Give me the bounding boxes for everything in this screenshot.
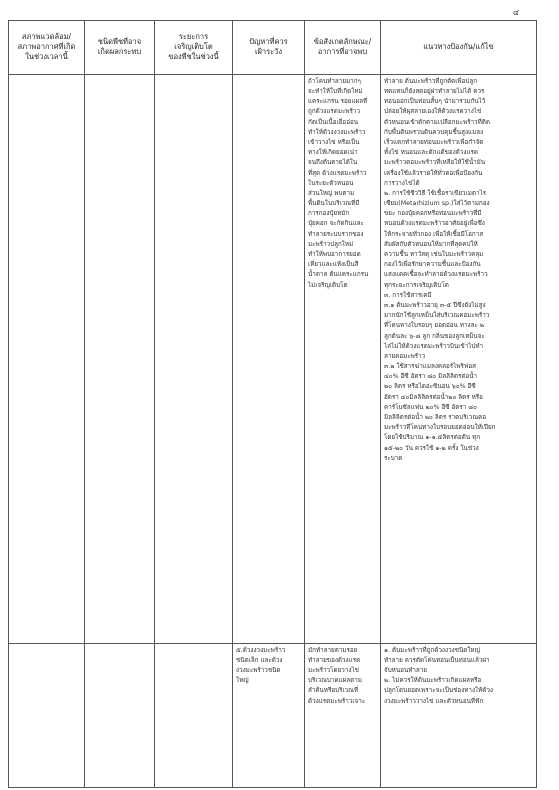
cell-symptoms: ถ้าโคนทำลายมากๆ จะทำให้ใบที่เกิดใหม่ แคระแกรน รอยแผลที่ ถูกด้วงแรดมะพร้าว กัดเป็นเนื้อเยื่ออ่อน ทำให้ด้วงงวงมะพร้าว เข้าวางไข่ หรือเป็น ทางให้เกิดยอดเน่า จนถึงต้นตายได้ใน ที่สุด ด้วงแรดมะพร้าว ในระยะตัวหนอน ส่วนใหญ่ พบตาม พื้นดินในบริเวณที่มี การกองปุ๋ยหมัก ปุ๋ยคอก จะกัดกินและ ทำลายระบบรากของ มะพร้าวปลูกใหม่ ทำให้พบอาการยอด เหี่ยวและแห้งเป็นสี น้ำตาล ต้นแคระแกรน ไม่เจริญเติบโต	[305, 74, 381, 643]
header-prevention: แนวทางป้องกัน/แก้ไข	[381, 21, 537, 75]
page-number: ๔	[512, 8, 519, 17]
cell-prevention: ทำลาย ต้นมะพร้าวที่ถูกตัดเพื่อปลูก ทดแทนก็ยังสดอยู่ผ่าทำลายไม่ได้ ควร ทอนออกเป็นท่อนสั้นๆ นำมารวมกันไว้ ปล่อยให้ผุสลายเองให้ด้วงแรดวางไข่ ตัวหนอนเข้าดักตามเปลือกมะพร้าวที่ติด กับพื้นดินพรวนดินควบคุมชื้นสูงแมลง เร็วแตกทำลายท่อนมะพร้าวเพื่อกำจัด ทั้งไข่ หนอนและดักแด้ของด้วงแรด มะพร้าวตอมะพร้าวที่เหลือให้ใช้น้ำมัน เครื่องใช้แล้วราดให้ทั่วตอเพื่อป้องกัน การวางไข่ได้ ๒. การใช้ชีววิธี ใช้เชื้อราเขียวเมตาไร เซียม(Metarhizium sp.)ใส่ไว้ตามกอง ขยะ กองปุ๋ยคอกหรือท่อนมะพร้าวที่มี หนอนด้วงแรดมะพร้าวอาศัยอยู่เพื่อซึ่ง ให้กระจายทั่วกอง เพื่อให้เชื้อมีโอกาส สัมผัสกับตัวหนอนให้มากที่สุดคปให้ ความชื้น หาวัสดุ เช่นใบมะพร้าวคลุม กองไว้เพื่อรักษาความชื้นและป้องกัน แสงแดดเชื้อจะทำลายด้วงแรดมะพร้าว ทุกระยะการเจริญเติบโต ๓. การใช้สารเคมี ๓.๑ ต้นมะพร้าวอายุ ๓-๕ ปีซึ่งยังไม่สูง มากนักใช้ลูกเหม็นใส่บริเวณคอมะพร้าว ที่โคนทางใบรอบๆ ยอดอ่อน ทางละ ๒ ลูกต้นละ ๖-๘ ลูก กลิ่นของลูกเหม็นจะ ไล่ไม่ให้ด้วงแรดมะพร้าวบินเข้าไปทำ ลายคอมะพร้าว ๓.๒ ใช้สารฆ่าแมลงคลอร์ไพริฟอส ๔๐% อีซี อัตรา ๘๐ มิลลิลิตรต่อน้ำ ๒๐ ลิตร หรือไดอะซินอน ๖๐% อีซี อัตรา ๔๐มิลลิลิตรต่อน้ำ๒๐ ลิตร หรือ คาร์โบซัลแฟน ๒๐% อีซี อัตรา ๘๐ มิลลิลิตรต่อน้ำ ๒๐ ลิตร ราดบริเวณคอ มะพร้าวที่โคนทางใบรอบยอดอ่อนให้เปียก โดยใช้ปริมาณ ๑-๑.๕ลิตรต่อต้น ทุก ๑๕-๒๐ วัน ควรใช้ ๑-๒ ครั้ง ในช่วง ระบาด	[381, 74, 537, 643]
cell-environment	[9, 643, 85, 787]
pest-table	[8, 20, 537, 788]
header-crop: ชนิดพืชที่อาจ เกิดผลกระทบ	[85, 21, 155, 75]
header-problem: ปัญหาที่ควร เฝ้าระวัง	[233, 21, 305, 75]
table-row	[9, 74, 537, 643]
cell-environment	[9, 74, 85, 643]
cell-growth-stage	[155, 643, 233, 787]
cell-prevention: ๑. ต้นมะพร้าวที่ถูกด้วงงวงชนิดใหญ่ ทำลาย ควรตัดโค่นทอนเป็นท่อนแล้วผ่า จับหนอนทำลาย ๒. ไม่ควรให้ต้นมะพร้าวเกิดแผลหรือ ปลูกโดนยอดเพราะจะเป็นช่องทางให้ด้วง งวงมะพร้าววางไข่ และตัวหนอนที่ฟัก	[381, 643, 537, 787]
header-growth-stage: ระยะการ เจริญเติบโต ของพืชในช่วงนี้	[155, 21, 233, 75]
cell-growth-stage	[155, 74, 233, 643]
cell-crop	[85, 643, 155, 787]
cell-problem	[233, 74, 305, 643]
cell-crop	[85, 74, 155, 643]
header-symptoms: ข้อสังเกตลักษณะ/ อาการที่อาจพบ	[305, 21, 381, 75]
cell-symptoms: มักทำลายตามรอย ทำลายของด้วงแรด มะพร้าวโดยวางไข่ บริเวณบาดแผลตาม ลำต้นหรือบริเวณที่ ด้วงแรดมะพร้าวเจาะ	[305, 643, 381, 787]
table-header-row	[9, 21, 537, 75]
header-environment: สภาพแวดล้อม/ สภาพอากาศที่เกิด ในช่วงเวลานี้	[9, 21, 85, 75]
cell-problem: ๕.ด้วงงวงมะพร้าว ชนิดเล็ก และด้วง งวงมะพร้าวชนิด ใหญ่	[233, 643, 305, 787]
table-row	[9, 643, 537, 787]
